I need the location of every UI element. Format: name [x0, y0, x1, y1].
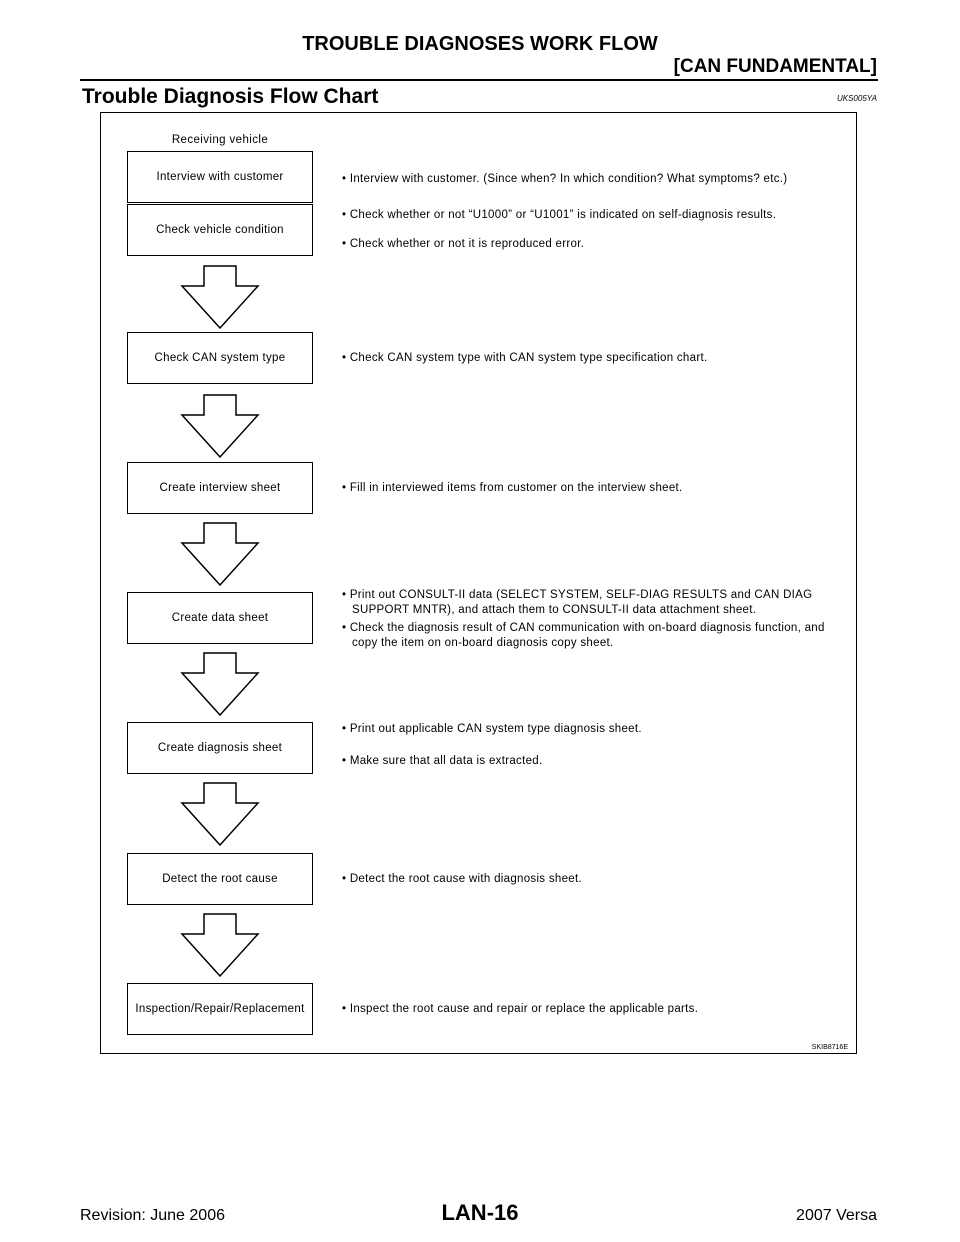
down-arrow-icon [180, 782, 260, 846]
note-text: • Detect the root cause with diagnosis sheet. [342, 873, 582, 885]
note-text: • Fill in interviewed items from customer on the interview sheet. [342, 482, 683, 494]
step-check-vehicle-condition: Check vehicle condition [127, 204, 313, 256]
step-notes-data-sheet [342, 588, 852, 651]
header-divider [80, 79, 878, 81]
step-create-interview-sheet: Create interview sheet [127, 462, 313, 514]
step-create-data-sheet: Create data sheet [127, 592, 313, 644]
page-header-section: [CAN FUNDAMENTAL] [673, 56, 877, 77]
step-notes-can-system-type [342, 351, 852, 366]
step-notes-interview-sheet [342, 481, 852, 496]
step-notes-vehicle-condition [342, 208, 852, 252]
step-detect-root-cause: Detect the root cause [127, 853, 313, 905]
figure-id: SKIB8716E [811, 1044, 848, 1051]
footer-model: 2007 Versa [796, 1207, 877, 1224]
step-create-diagnosis-sheet: Create diagnosis sheet [127, 722, 313, 774]
footer-page-number: LAN-16 [441, 1200, 519, 1225]
section-title: Trouble Diagnosis Flow Chart [82, 85, 379, 108]
note-text: • Inspect the root cause and repair or replace the applicable parts. [342, 1003, 699, 1015]
step-notes-diagnosis-sheet [342, 722, 852, 769]
note-text: • Print out applicable CAN system type diagnosis sheet. [342, 723, 642, 735]
step-notes-root-cause [342, 872, 852, 887]
page-header-title: TROUBLE DIAGNOSES WORK FLOW [302, 33, 658, 55]
step-notes-interview [342, 172, 852, 187]
down-arrow-icon [180, 913, 260, 977]
down-arrow-icon [180, 652, 260, 716]
note-text: • Interview with customer. (Since when? In which condition? What symptoms? etc.) [342, 173, 788, 185]
step-notes-inspection [342, 1002, 852, 1017]
note-text: • Check whether or not “U1000” or “U1001” is indicated on self-diagnosis results. [342, 209, 777, 221]
down-arrow-icon [180, 522, 260, 586]
flow-start-label: Receiving vehicle [171, 134, 269, 146]
section-code: UKS005YA [836, 94, 877, 103]
down-arrow-icon [180, 394, 260, 458]
down-arrow-icon [180, 265, 260, 329]
footer-revision: Revision: June 2006 [80, 1207, 225, 1224]
step-inspection-repair-replacement: Inspection/Repair/Replacement [127, 983, 313, 1035]
note-text: • Check the diagnosis result of CAN communication with on-board diagnosis function, and copy the item on on-board diagnosis copy sheet. [342, 622, 825, 649]
note-text: • Check CAN system type with CAN system type specification chart. [342, 352, 708, 364]
step-interview-with-customer: Interview with customer [127, 151, 313, 203]
step-check-can-system-type: Check CAN system type [127, 332, 313, 384]
note-text: • Make sure that all data is extracted. [342, 755, 543, 767]
note-text: • Check whether or not it is reproduced error. [342, 238, 585, 250]
note-text: • Print out CONSULT-II data (SELECT SYSTEM, SELF-DIAG RESULTS and CAN DIAG SUPPORT MNTR), and attach them to CONSULT-II data attachment sheet. [342, 589, 813, 616]
